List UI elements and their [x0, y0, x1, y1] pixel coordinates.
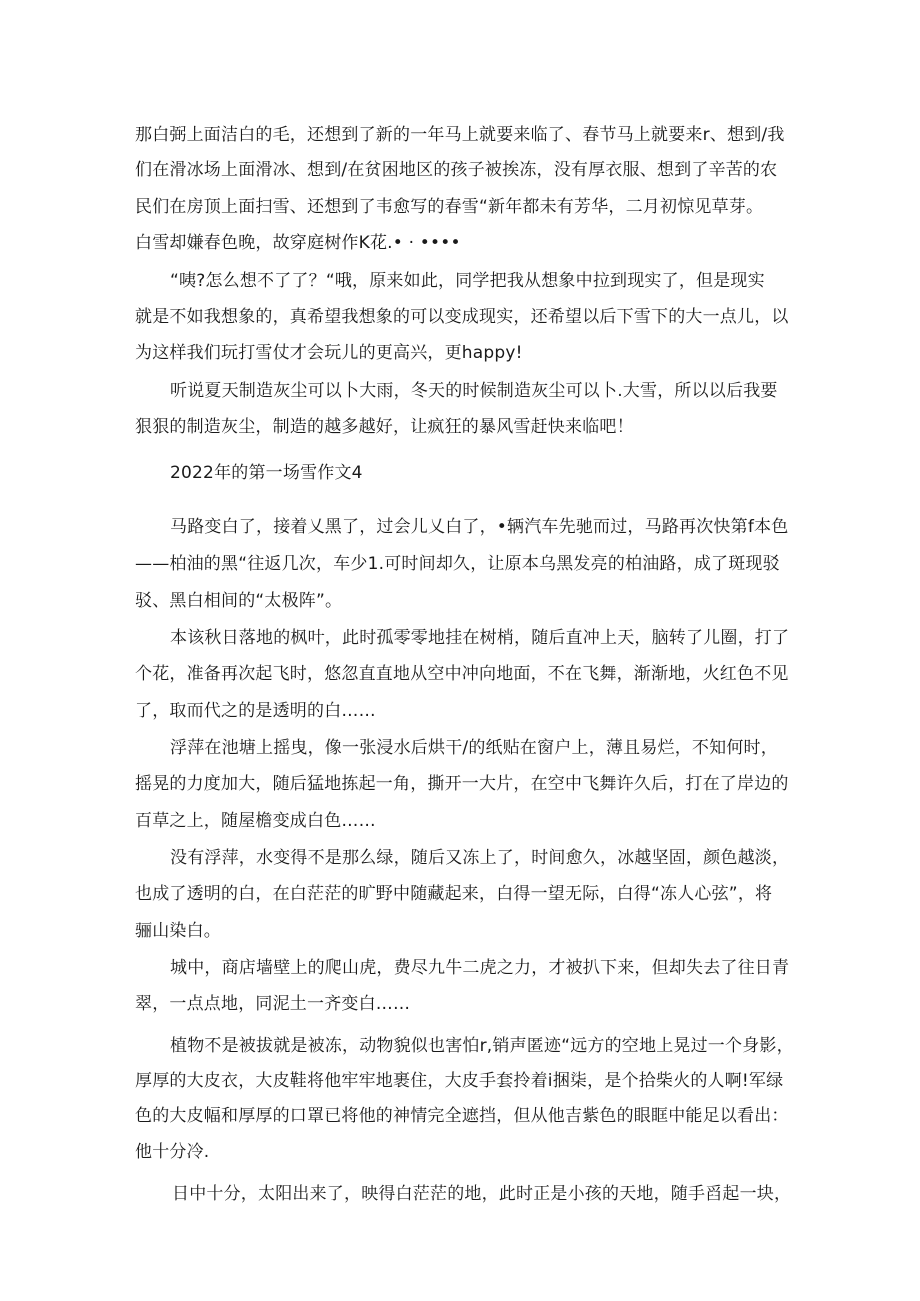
paragraph-line: 没有浮萍，水变得不是那么绿，随后又冻上了，时间愈久，冰越坚固，颜色越淡，: [170, 848, 790, 868]
paragraph-line: 狠狠的制造灰尘，制造的越多越好，让疯狂的暴风雪赶快来临吧！: [135, 417, 634, 437]
paragraph-line: “咦?怎么想不了了？“哦，原来如此，同学把我从想象中拉到现实了，但是现实: [170, 271, 765, 291]
paragraph-line: 城中，商店墙壁上的爬山虎，费尽九牛二虎之力，才被扒下来，但却失去了往日青: [170, 958, 790, 978]
paragraph-line: 白雪却嫌春色晚，故穿庭树作K花.• · ••••: [135, 233, 461, 253]
paragraph-line: 个花，准备再次起飞时，悠忽直直地从空中冲向地面，不在飞舞，渐渐地，火红色不见: [135, 664, 789, 684]
paragraph-line: 他十分冷.: [135, 1142, 210, 1162]
section-heading: 2022年的第一场雪作文4: [170, 463, 363, 483]
paragraph-line: 了，取而代之的是透明的白……: [135, 701, 376, 721]
paragraph-line: 厚厚的大皮衣，大皮鞋将他牢牢地裹住，大皮手套拎着i捆柒，是个拾柴火的人啊!军绿: [135, 1071, 784, 1091]
paragraph-line: 那白弼上面洁白的毛，还想到了新的一年马上就要来临了、春节马上就要来r、想到/我: [135, 125, 785, 145]
paragraph-line: 摇晃的力度加大，随后猛地拣起一角，撕开一大片，在空中飞舞许久后，打在了岸边的: [135, 774, 789, 794]
paragraph-line: 马路变白了，接着乂黑了，过会儿乂白了，•辆汽车先驰而过，马路再次快第f本色: [170, 517, 789, 537]
paragraph-line: 浮萍在池塘上摇曳，像一张浸水后烘干/的纸贴在窗户上，薄且易烂，不知何时，: [170, 738, 778, 758]
paragraph-line: 色的大皮幅和厚厚的口罩已将他的神情完全遮挡，但从他吉紫色的眼眶中能足以看出：: [135, 1106, 789, 1126]
paragraph-line: 翠，一点点地，同泥土一齐变白……: [135, 994, 411, 1014]
paragraph-line: 驳、黑白相间的“太极阵”。: [135, 591, 343, 611]
paragraph-line: 听说夏天制造灰尘可以卜大雨，冬天的时候制造灰尘可以卜.大雪，所以以后我要: [170, 381, 778, 401]
paragraph-line: 民们在房顶上面扫雪、还想到了韦愈写的春雪“新年都未有芳华，二月初惊见草芽。: [135, 197, 764, 217]
paragraph-line: 百草之上，随屋檐变成白色……: [135, 811, 376, 831]
paragraph-line: ——柏油的黑“往返几次，车少1.可时间却久，让原本乌黑发亮的柏油路，成了斑现驳: [135, 554, 780, 574]
paragraph-line: 骊山染白。: [135, 921, 221, 941]
paragraph-line: 植物不是被拔就是被冻，动物貌似也害怕r,销声匿迹“远方的空地上晃过一个身影，: [170, 1036, 794, 1056]
paragraph-line: 本该秋日落地的枫叶，此时孤零零地挂在树梢，随后直冲上天，脑转了儿圈，打了: [170, 628, 790, 648]
paragraph-line: 日中十分，太阳出来了，映得白茫茫的地，此时正是小孩的天地，随手舀起一块，: [172, 1184, 792, 1204]
paragraph-line: 们在滑冰场上面滑冰、想到/在贫困地区的孩子被挨冻，没有厚衣服、想到了辛苦的农: [135, 160, 778, 180]
paragraph-line: 也成了透明的白，在白茫茫的旷野中随藏起来，白得一望无际，白得“冻人心弦”，将: [135, 884, 773, 904]
paragraph-line: 就是不如我想象的，真希望我想象的可以变成现实，还希望以后下雪下的大一点儿，以: [135, 307, 789, 327]
paragraph-line: 为这样我们玩打雪仗才会玩儿的更高兴，更happy!: [135, 343, 523, 363]
